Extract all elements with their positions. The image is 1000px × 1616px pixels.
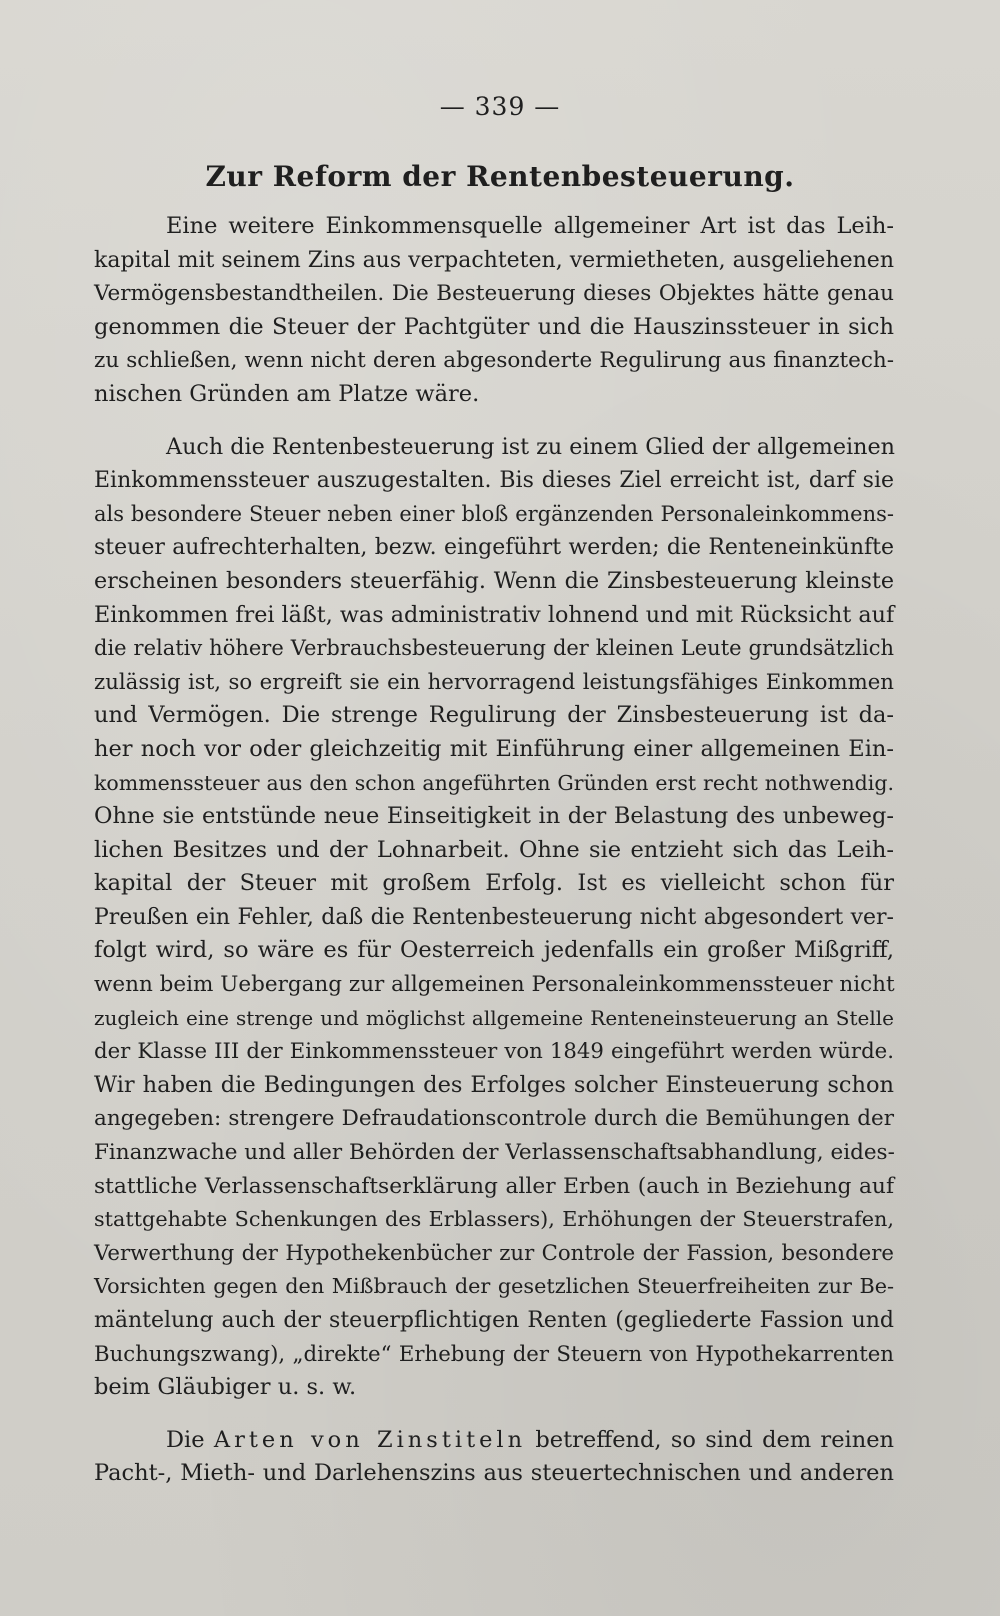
text-line: beim Gläubiger u. s. w. bbox=[94, 1374, 357, 1401]
text-line: kapital mit seinem Zins aus verpachteten, vermietheten, ausgeliehenen bbox=[94, 247, 894, 273]
text-line: Verwerthung der Hypothekenbücher zur Controle der Fassion, besondere bbox=[94, 1240, 894, 1266]
text-run: betreffend, so sind dem reinen bbox=[526, 1426, 894, 1453]
paragraph bbox=[94, 431, 894, 1405]
text-line: als besondere Steuer neben einer bloß ergänzenden Personaleinkommens- bbox=[94, 501, 894, 526]
text-run: Die bbox=[166, 1426, 214, 1453]
text-line: kapital der Steuer mit großem Erfolg. Ist es vielleicht schon für bbox=[94, 870, 894, 897]
text-line: zu schließen, wenn nicht deren abgesonderte Regulirung aus finanztech- bbox=[94, 348, 894, 374]
paragraph bbox=[94, 210, 894, 412]
text-line: und Vermögen. Die strenge Regulirung der Zinsbesteuerung ist da- bbox=[94, 702, 894, 729]
text-line: wenn beim Uebergang zur allgemeinen Personaleinkommenssteuer nicht bbox=[94, 972, 895, 998]
text-line: lichen Besitzes und der Lohnarbeit. Ohne sie entzieht sich das Leih- bbox=[94, 836, 894, 863]
text-line: Buchungszwang), „direkte“ Erhebung der Steuern von Hypothekarrenten bbox=[94, 1341, 894, 1367]
text-line: Pacht-, Mieth- und Darlehenszins aus steuertechnischen und anderen bbox=[94, 1460, 894, 1487]
text-line: her noch vor oder gleichzeitig mit Einführung einer allgemeinen Ein- bbox=[94, 735, 894, 762]
text-line: folgt wird, so wäre es für Oesterreich jedenfalls ein großer Mißgriff, bbox=[94, 937, 894, 964]
text-line: zulässig ist, so ergreift sie ein hervorragend leistungsfähiges Einkommen bbox=[94, 669, 894, 695]
text-line: erscheinen besonders steuerfähig. Wenn die Zinsbesteuerung kleinste bbox=[94, 567, 894, 594]
paragraph-gap bbox=[94, 412, 894, 431]
text-line: Preußen ein Fehler, daß die Rentenbesteuerung nicht abgesondert ver- bbox=[94, 904, 894, 930]
text-line bbox=[94, 1424, 894, 1458]
emphasized-text: Arten von Zinstiteln bbox=[213, 1426, 527, 1453]
chapter-title: Zur Reform der Rentenbesteuerung. bbox=[205, 160, 795, 193]
text-line: Finanzwache und aller Behörden der Verlassenschaftsabhandlung, eides- bbox=[94, 1140, 895, 1166]
text-line: nischen Gründen am Platze wäre. bbox=[94, 380, 480, 407]
text-line: Einkommen frei läßt, was administrativ lohnend und mit Rücksicht auf bbox=[94, 601, 895, 628]
paragraph-gap bbox=[94, 1405, 894, 1424]
text-line: angegeben: strengere Defraudationscontrole durch die Bemühungen der bbox=[94, 1106, 894, 1132]
text-line: Ohne sie entstünde neue Einseitigkeit in der Belastung des unbeweg- bbox=[94, 803, 894, 830]
text-line: zugleich eine strenge und möglichst allgemeine Renteneinsteuerung an Stelle bbox=[94, 1005, 894, 1030]
text-line: Auch die Rentenbesteuerung ist zu einem Glied der allgemeinen bbox=[166, 433, 895, 460]
text-line: stattgehabte Schenkungen des Erblassers), Erhöhungen der Steuerstrafen, bbox=[94, 1207, 894, 1232]
text-line: stattliche Verlassenschaftserklärung aller Erben (auch in Beziehung auf bbox=[94, 1173, 894, 1199]
text-line: Einkommenssteuer auszugestalten. Bis dieses Ziel erreicht ist, darf sie bbox=[94, 468, 894, 494]
page-number: — 339 — bbox=[439, 92, 561, 121]
text-line: kommenssteuer aus den schon angeführten Gründen erst recht nothwendig. bbox=[94, 770, 894, 795]
text-line: mäntelung auch der steuerpflichtigen Renten (gegliederte Fassion und bbox=[94, 1308, 894, 1333]
paragraph bbox=[94, 1424, 894, 1491]
text-line: der Klasse III der Einkommenssteuer von 1849 eingeführt werden würde. bbox=[94, 1039, 894, 1065]
text-line: Wir haben die Bedingungen des Erfolges solcher Einsteuerung schon bbox=[94, 1071, 894, 1098]
body-text bbox=[94, 210, 894, 1491]
text-line: Vorsichten gegen den Mißbrauch der gesetzlichen Steuerfreiheiten zur Be- bbox=[94, 1274, 894, 1299]
text-line: genommen die Steuer der Pachtgüter und die Hauszinssteuer in sich bbox=[94, 313, 894, 340]
text-line: Vermögensbestandtheilen. Die Besteuerung dieses Objektes hätte genau bbox=[94, 281, 894, 307]
text-line: Eine weitere Einkommensquelle allgemeiner Art ist das Leih- bbox=[166, 213, 894, 239]
text-line: steuer aufrechterhalten, bezw. eingeführt werden; die Renteneinkünfte bbox=[94, 535, 894, 561]
text-line: die relativ höhere Verbrauchsbesteuerung der kleinen Leute grundsätzlich bbox=[94, 636, 894, 661]
